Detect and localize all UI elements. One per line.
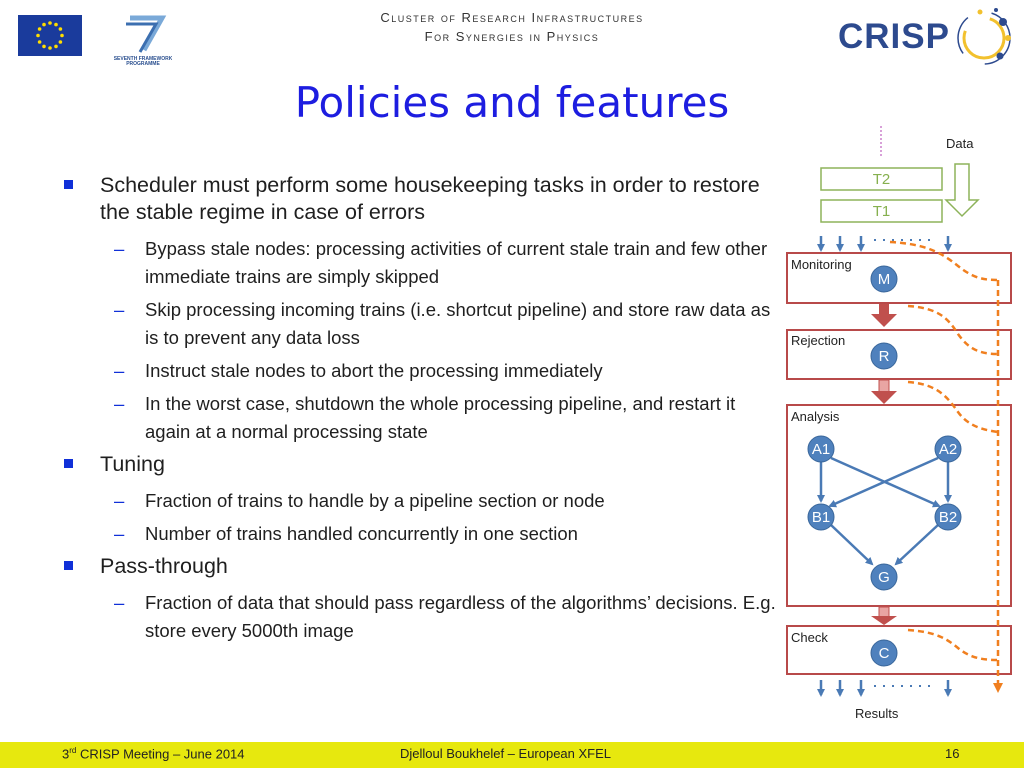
node-label-c: C — [878, 645, 890, 662]
train-label-t2: T2 — [872, 171, 891, 188]
sub-bullet — [64, 589, 784, 645]
section-label-analysis: Analysis — [791, 409, 840, 424]
sub-bullet — [64, 520, 784, 548]
dash-bullet-icon: – — [114, 360, 125, 381]
dash-bullet-icon: – — [114, 299, 125, 320]
fp7-line1: SEVENTH FRAMEWORK — [114, 56, 172, 62]
sub-bullet-text: In the worst case, shutdown the whole processing pipeline, and restart it again at a normal processing state — [145, 393, 736, 442]
section-label-rejection: Rejection — [791, 333, 846, 348]
node-label-r: R — [878, 348, 890, 365]
footer-page-number: 16 — [945, 746, 960, 761]
dash-bullet-icon: – — [114, 238, 125, 259]
sub-bullet-text: Fraction of data that should pass regardless of the algorithms’ decisions. E.g. store every 5000th image — [145, 592, 776, 641]
sub-bullet — [64, 357, 784, 385]
dash-bullet-icon: – — [114, 393, 125, 414]
flow-arrow-icon — [871, 607, 897, 625]
output-arrows — [821, 680, 948, 695]
footer-author: Djelloul Boukhelef – European XFEL — [400, 746, 612, 761]
data-direction-arrow-icon — [946, 164, 978, 216]
train-label-t1: T1 — [872, 203, 891, 220]
results-label: Results — [855, 706, 899, 721]
crisp-logo — [838, 4, 1016, 70]
sub-bullet-text: Skip processing incoming trains (i.e. shortcut pipeline) and store raw data as is to prevent any data loss — [145, 299, 771, 348]
sub-bullet — [64, 296, 784, 352]
footer-meeting — [62, 746, 245, 761]
dash-bullet-icon: – — [114, 523, 125, 544]
input-arrows — [821, 236, 948, 250]
sub-bullet — [64, 235, 784, 291]
crisp-logo-text: CRISP — [838, 17, 950, 56]
slide-title: Policies and features — [294, 78, 730, 127]
node-label-b2: B2 — [938, 509, 958, 526]
node-label-a1: A1 — [811, 441, 831, 458]
bullet-tuning — [64, 451, 784, 478]
data-label: Data — [946, 136, 974, 151]
bullet-pass-through — [64, 553, 784, 580]
node-label-g: G — [878, 569, 890, 586]
section-label-monitoring: Monitoring — [791, 257, 852, 272]
sub-bullet-text: Bypass stale nodes: processing activities of current stale train and few other immediate trains are simply skipped — [145, 238, 768, 287]
dash-bullet-icon: – — [114, 490, 125, 511]
footer-meeting-num: 3 — [62, 746, 70, 762]
flow-arrow-icon — [871, 380, 897, 404]
node-label-a2: A2 — [938, 441, 958, 458]
sub-bullet-text: Number of trains handled concurrently in one section — [145, 523, 578, 544]
pipeline-diagram — [778, 120, 1024, 730]
sub-bullet — [64, 390, 784, 446]
dash-bullet-icon: – — [114, 592, 125, 613]
square-bullet-icon — [64, 561, 73, 570]
section-label-check: Check — [791, 630, 828, 645]
sub-bullet — [64, 487, 784, 515]
header-line-2: For Synergies in Physics — [424, 29, 600, 44]
square-bullet-icon — [64, 180, 73, 189]
bullet-text: Tuning — [100, 452, 165, 476]
node-label-m: M — [877, 271, 891, 288]
fp7-line2: PROGRAMME — [126, 61, 160, 66]
sub-bullet-text: Fraction of trains to handle by a pipeline section or node — [145, 490, 605, 511]
footer-meeting-rest: CRISP Meeting – June 2014 — [76, 746, 245, 762]
flow-arrow-icon — [871, 304, 897, 327]
header-line-1: Cluster of Research Infrastructures — [380, 10, 644, 25]
square-bullet-icon — [64, 459, 73, 468]
bullet-text: Pass-through — [100, 554, 228, 578]
sub-bullet-text: Instruct stale nodes to abort the processing immediately — [145, 360, 603, 381]
node-label-b1: B1 — [811, 509, 831, 526]
footer-meeting-sup: rd — [69, 746, 77, 755]
bullet-scheduler — [64, 172, 784, 226]
slide-content — [64, 172, 784, 650]
bullet-text: Scheduler must perform some housekeeping tasks in order to restore the stable regime in case of errors — [100, 173, 760, 224]
